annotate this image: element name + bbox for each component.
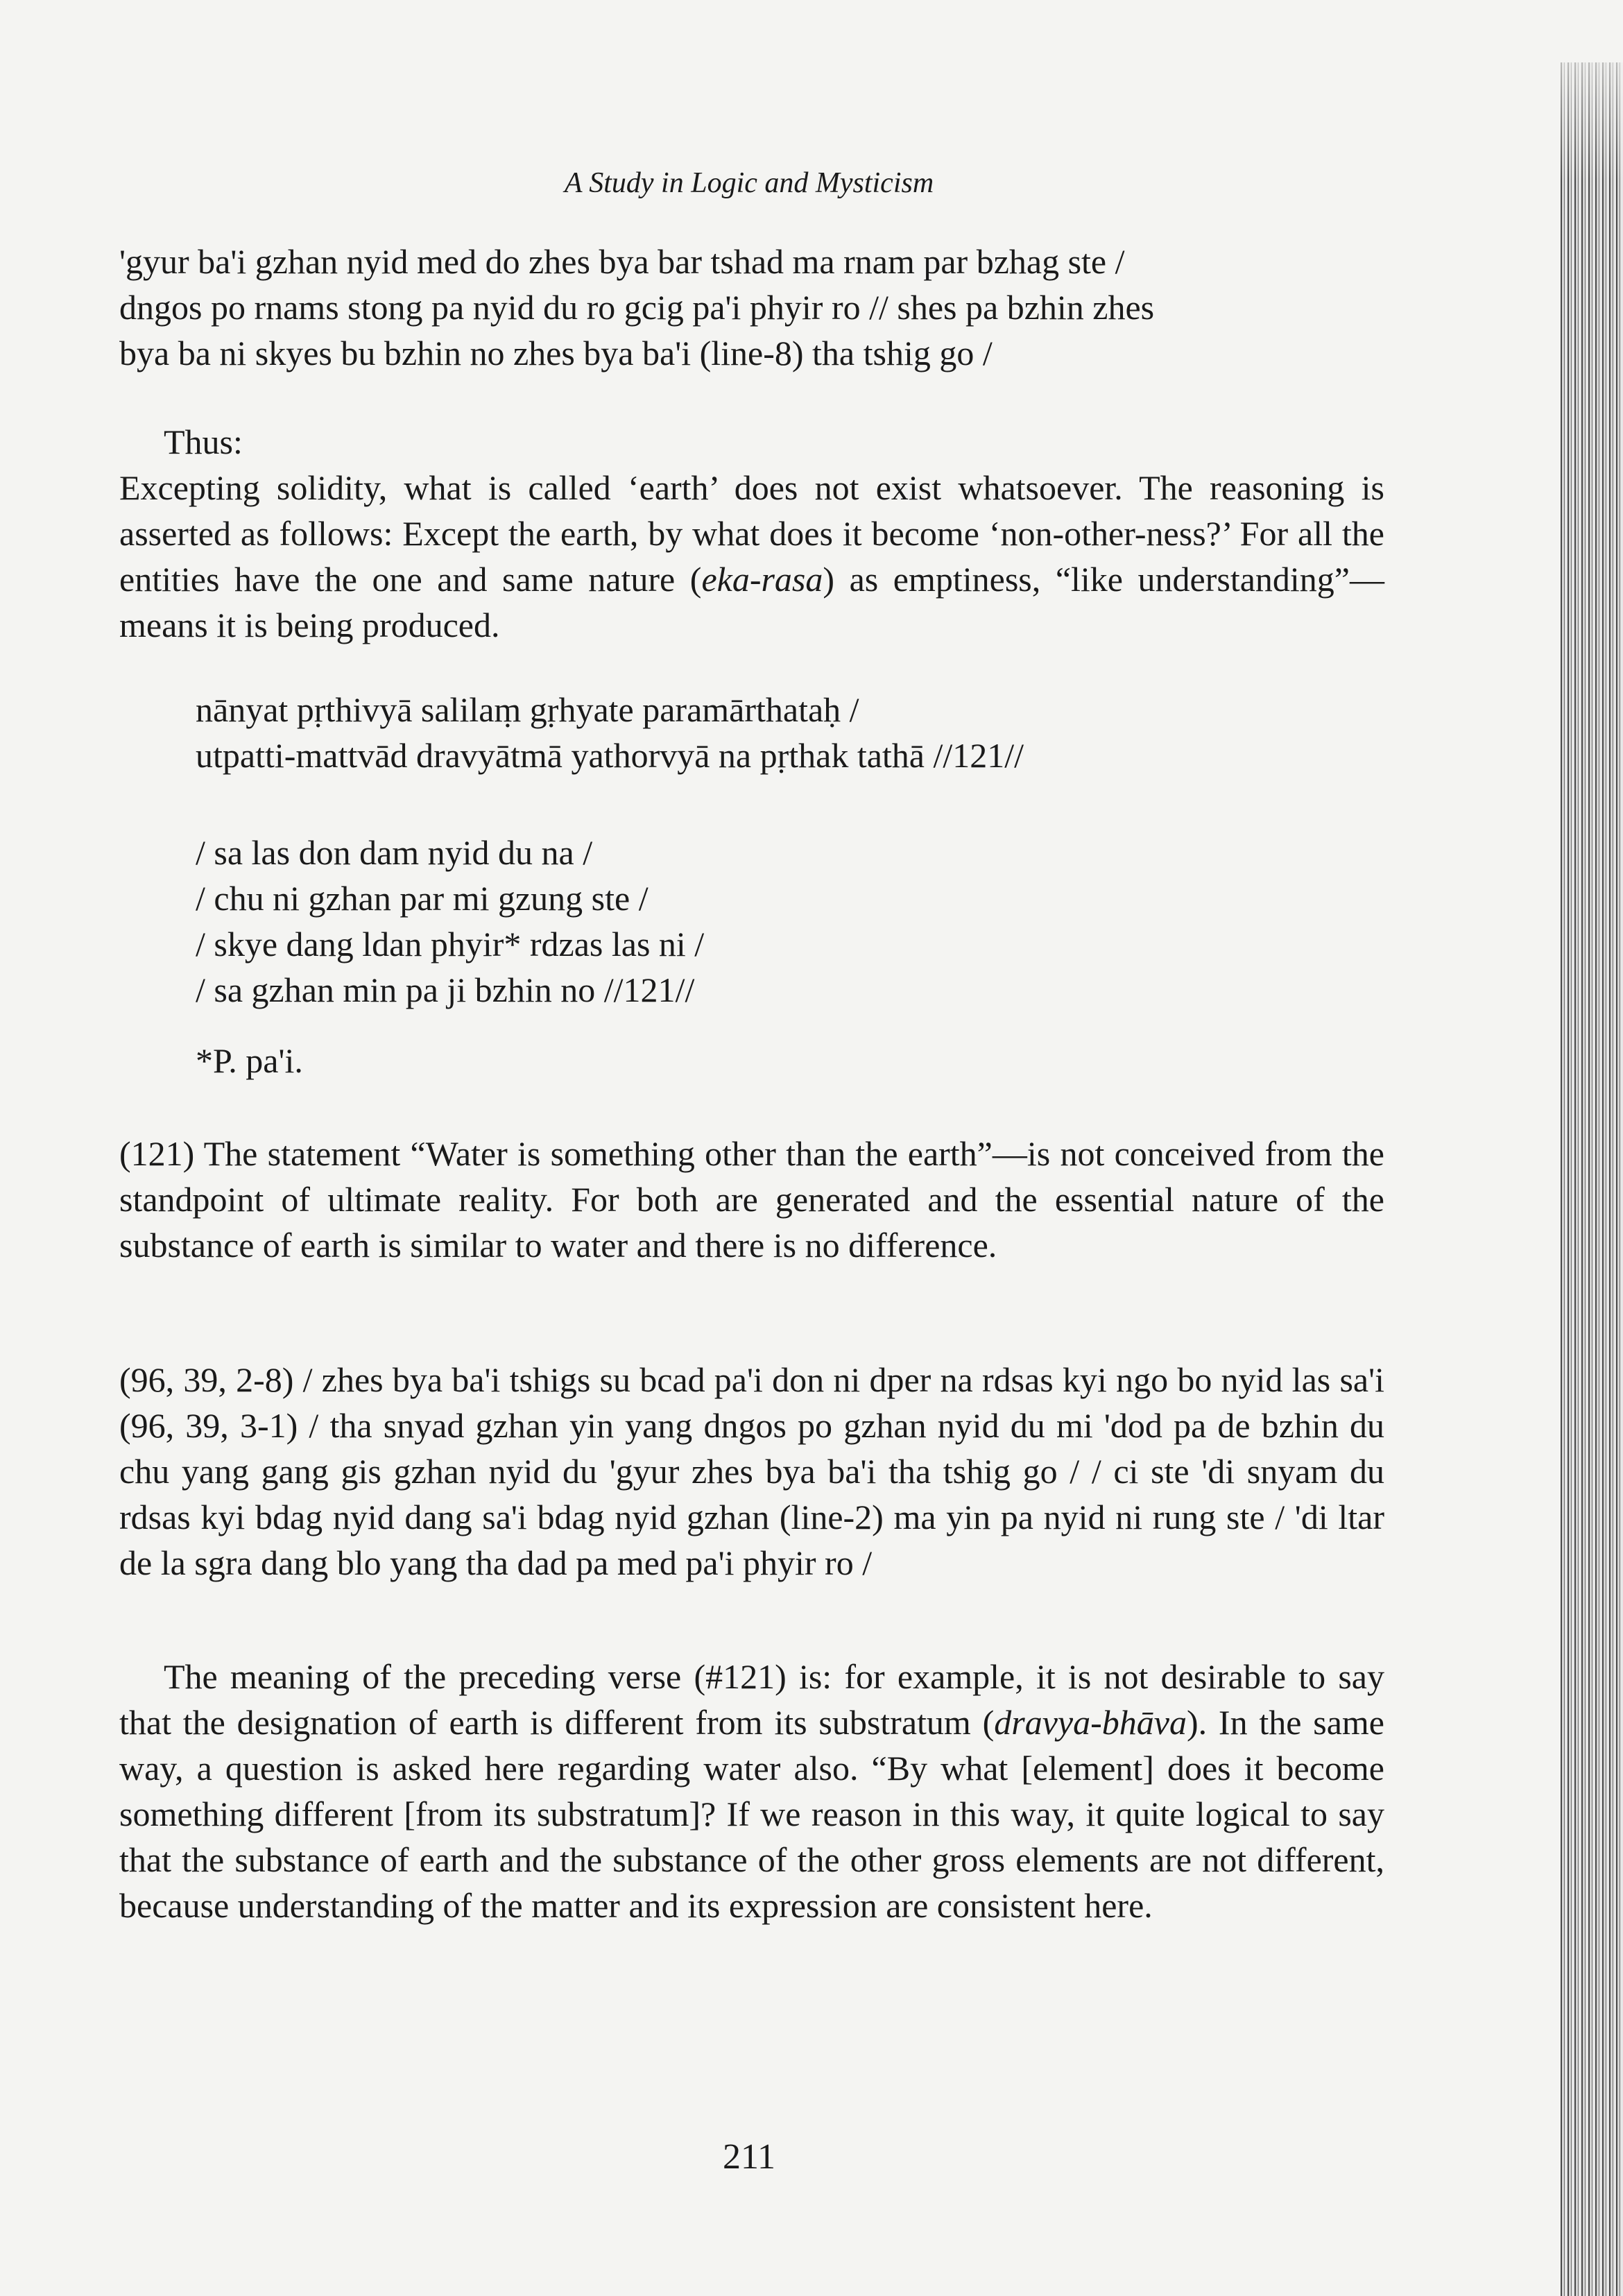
verse-line: nānyat pṛthivyā salilaṃ gṛhyate paramārthataḥ / bbox=[196, 690, 859, 729]
scan-gutter-shadow bbox=[1561, 62, 1623, 2296]
text-line: 'gyur ba'i gzhan nyid med do zhes bya bar tshad ma rnam par bzhag ste / bbox=[119, 242, 1125, 281]
thus-label: Thus: bbox=[164, 422, 243, 461]
verse-line: / chu ni gzhan par mi gzung ste / bbox=[196, 879, 649, 918]
translation-121: (121) The statement “Water is something other than the earth”—is not conceived from the standpoint of ultimate reality. For both are generated and the essential nature of the substance of earth is similar to water and there is no difference. bbox=[119, 1134, 1384, 1265]
verse-line: utpatti-mattvād dravyātmā yathorvyā na pṛthak tathā //121// bbox=[196, 736, 1024, 775]
commentary-tibetan: (96, 39, 2-8) / zhes bya ba'i tshigs su bcad pa'i don ni dper na rdsas kyi ngo bo nyid las sa'i (96, 39, 3-1) / tha snyad gzhan yin yang dngos po gzhan nyid du mi 'dod pa de bzhin du chu yang gang gis gzhan nyid du 'gyur zhes bya ba'i tha tshig go / / ci ste 'di snyam du rdsas kyi bdag nyid dang sa'i bdag nyid gzhan (line-2) ma yin pa nyid ni rung ste / 'di ltar de la sgra dang blo yang tha dad pa med pa'i phyir ro / bbox=[119, 1360, 1384, 1582]
meaning-paragraph: The meaning of the preceding verse (#121) is: for example, it is not desirable to say that the designation of earth is different from its substratum (dravya-bhāva). In the same way, a question is asked here regarding water also. “By what [element] does it become something different [from its substratum]? If we reason in this way, it quite logical to say that the substance of earth and the substance of the other gross elements are not different, because understanding of the matter and its expression are consistent here. bbox=[119, 1657, 1384, 1925]
sanskrit-verse bbox=[196, 687, 1305, 778]
page-number: 211 bbox=[722, 2137, 776, 2177]
tibetan-verse bbox=[196, 830, 1305, 1013]
italic-term: eka-rasa bbox=[701, 560, 823, 599]
running-head: A Study in Logic and Mysticism bbox=[564, 167, 934, 199]
text-line: bya ba ni skyes bu bzhin no zhes bya ba'i (line-8) tha tshig go / bbox=[119, 334, 993, 372]
verse-line: / skye dang ldan phyir* rdzas las ni / bbox=[196, 925, 705, 963]
tibetan-passage-1 bbox=[119, 239, 1384, 376]
text-line: dngos po rnams stong pa nyid du ro gcig pa'i phyir ro // shes pa bzhin zhes bbox=[119, 288, 1155, 327]
italic-term: dravya-bhāva bbox=[994, 1703, 1187, 1742]
footnote: *P. pa'i. bbox=[196, 1041, 303, 1080]
verse-line: / sa las don dam nyid du na / bbox=[196, 833, 593, 872]
translation-1: Thus: Excepting solidity, what is called ‘earth’ does not exist whatsoever. The reasoning is asserted as follows: Except the earth, by what does it become ‘non-other-ness?’ For all the entities have the one and same nature (eka-rasa) as emptiness, “like understanding”—means it is being produced. bbox=[119, 419, 1384, 648]
verse-line: / sa gzhan min pa ji bzhin no //121// bbox=[196, 970, 695, 1009]
